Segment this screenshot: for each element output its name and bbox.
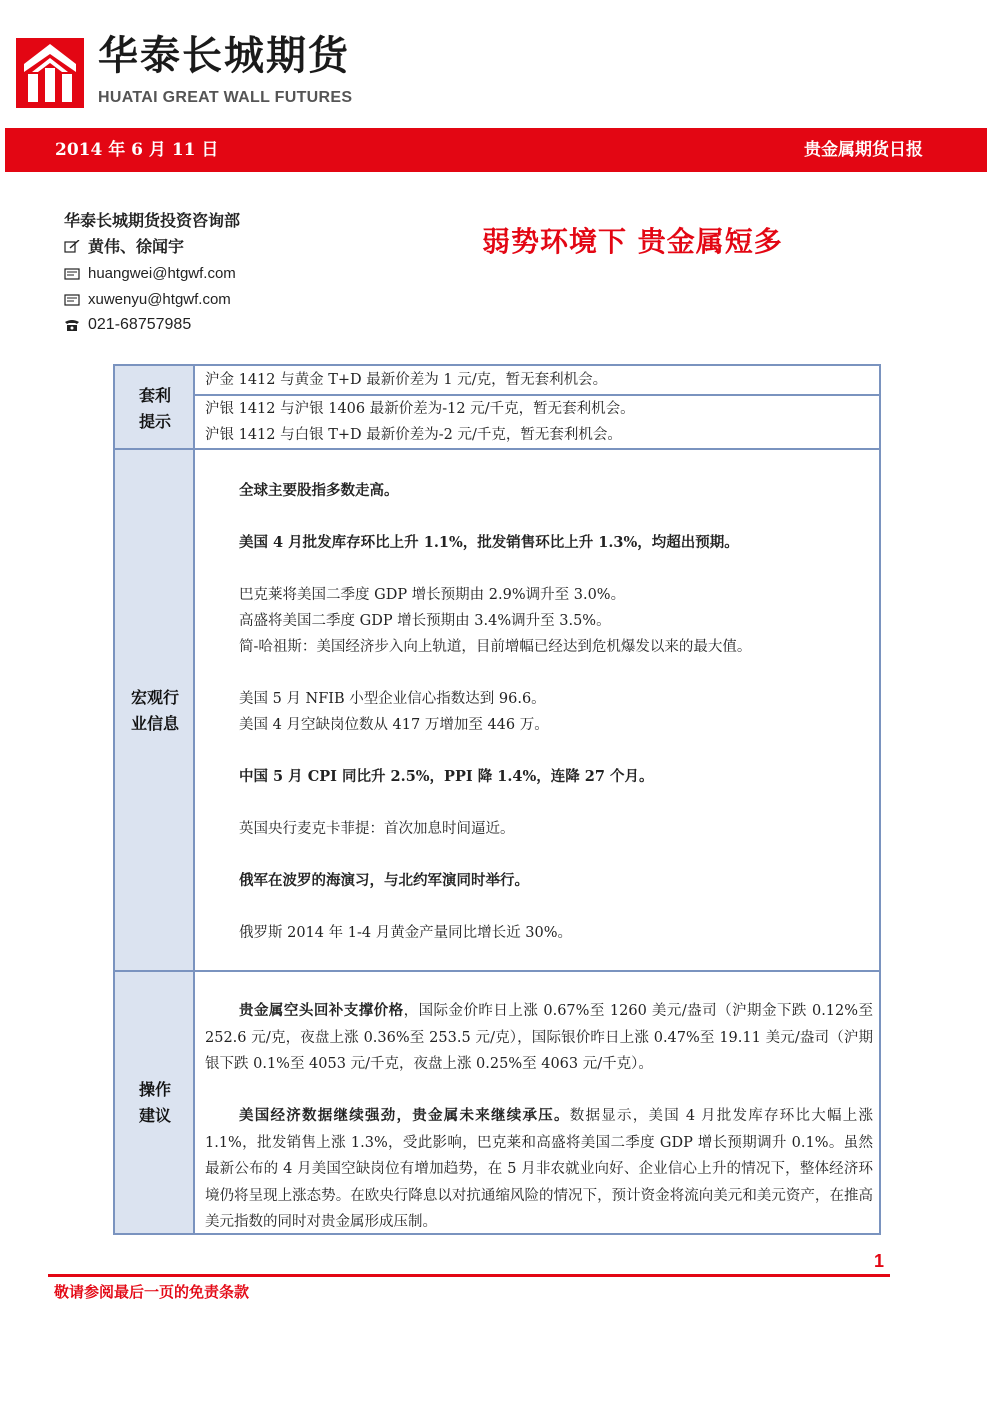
report-table xyxy=(113,364,881,1235)
authors: 黄伟、徐闻宇 xyxy=(88,237,185,256)
operation-body-1: ，国际金价昨日上涨 0.67%至 1260 美元/盎司（沪期金下跌 0.12%至 252.6 元/克，夜盘上涨 0.36%至 253.5 元/克），国际银价昨日上涨 0.47%至 19.11 美元/盎司（沪期银下跌 0.1%至 4053 元/千克，夜盘上涨 0.25%至 4063 元/千克）。 xyxy=(205,1003,873,1072)
report-type: 贵金属期货日报 xyxy=(804,140,923,160)
operation-body-2: 数据显示，美国 4 月批发库存环比大幅上涨 1.1%，批发销售上涨 1.3%，受此影响，巴克莱和高盛将美国二季度 GDP 增长预期调升 0.1%。虽然最新公布的 4 月美国空缺岗位有增加趋势，在 5 月非农就业向好、企业信心上升的情况下，整体经济环境仍将呈现上涨态势。在欧央行降息以对抗通缩风险的情况下，预计资金将流向美元和美元资产，在推高美元指数的同时对贵金属形成压制。 xyxy=(205,1108,873,1230)
macro-item: 美国 5 月 NFIB 小型企业信心指数达到 96.6。 xyxy=(239,691,546,707)
huatai-logo-icon xyxy=(16,38,84,108)
macro-item: 俄军在波罗的海演习，与北约军演同时举行。 xyxy=(239,872,529,889)
operation-label-2: 建议 xyxy=(138,1106,171,1125)
macro-item: 美国 4 月空缺岗位数从 417 万增加至 446 万。 xyxy=(239,717,549,733)
email-2[interactable]: xuwenyu@htgwf.com xyxy=(88,291,231,308)
macro-item: 高盛将美国二季度 GDP 增长预期由 3.4%调升至 3.5%。 xyxy=(239,613,611,629)
macro-item: 美国 4 月批发库存环比上升 1.1%，批发销售环比上升 1.3%，均超出预期。 xyxy=(239,534,739,551)
operation-lead-2: 美国经济数据继续强劲，贵金属未来继续承压。 xyxy=(239,1107,570,1124)
operation-label-1: 操作 xyxy=(138,1080,171,1099)
macro-item: 全球主要股指多数走高。 xyxy=(239,482,399,499)
department: 华泰长城期货投资咨询部 xyxy=(64,211,241,230)
email-icon xyxy=(64,267,80,281)
footer-rule xyxy=(48,1274,890,1277)
phone-line xyxy=(64,315,191,335)
section-divider xyxy=(115,970,879,972)
macro-item: 英国央行麦克卡菲提：首次加息时间逼近。 xyxy=(239,821,515,837)
macro-label-2: 业信息 xyxy=(130,714,179,733)
macro-item: 中国 5 月 CPI 同比升 2.5%，PPI 降 1.4%，连降 27 个月。 xyxy=(239,768,654,785)
operation-lead-1: 贵金属空头回补支撑价格 xyxy=(239,1002,404,1019)
authors-line xyxy=(64,237,184,257)
section-divider xyxy=(115,448,879,450)
arbitrage-line: 沪银 1412 与白银 T+D 最新价差为-2 元/千克，暂无套利机会。 xyxy=(205,427,622,443)
operation-paragraph-2 xyxy=(205,1103,873,1236)
macro-item: 俄罗斯 2014 年 1-4 月黄金产量同比增长近 30%。 xyxy=(239,925,573,941)
arbitrage-line: 沪金 1412 与黄金 T+D 最新价差为 1 元/克，暂无套利机会。 xyxy=(205,372,608,388)
disclaimer-link[interactable]: 敬请参阅最后一页的免责条款 xyxy=(54,1283,250,1301)
arbitrage-line: 沪银 1412 与沪银 1406 最新价差为-12 元/千克，暂无套利机会。 xyxy=(205,401,635,417)
email-line-1 xyxy=(64,264,236,284)
page-number: 1 xyxy=(874,1251,885,1271)
macro-item: 巴克莱将美国二季度 GDP 增长预期由 2.9%调升至 3.0%。 xyxy=(239,587,626,603)
macro-label-1: 宏观行 xyxy=(130,688,179,707)
headline: 弱势环境下 贵金属短多 xyxy=(482,225,783,258)
macro-item: 简-哈祖斯：美国经济步入向上轨道，目前增幅已经达到危机爆发以来的最大值。 xyxy=(239,639,752,655)
email-icon xyxy=(64,293,80,307)
header-banner xyxy=(5,128,987,172)
arbitrage-label-1: 套利 xyxy=(138,386,171,405)
pen-icon xyxy=(64,240,80,254)
operation-paragraph-1 xyxy=(205,998,873,1078)
brand-name-en: HUATAI GREAT WALL FUTURES xyxy=(98,89,353,106)
phone: 021-68757985 xyxy=(88,316,192,333)
arbitrage-label-2: 提示 xyxy=(138,412,171,431)
email-1[interactable]: huangwei@htgwf.com xyxy=(88,265,236,282)
phone-icon xyxy=(64,318,80,332)
brand-name-cn: 华泰长城期货 xyxy=(98,33,350,79)
report-date: 2014 年 6 月 11 日 xyxy=(55,140,219,160)
email-line-2 xyxy=(64,290,231,310)
row-divider xyxy=(195,394,879,396)
